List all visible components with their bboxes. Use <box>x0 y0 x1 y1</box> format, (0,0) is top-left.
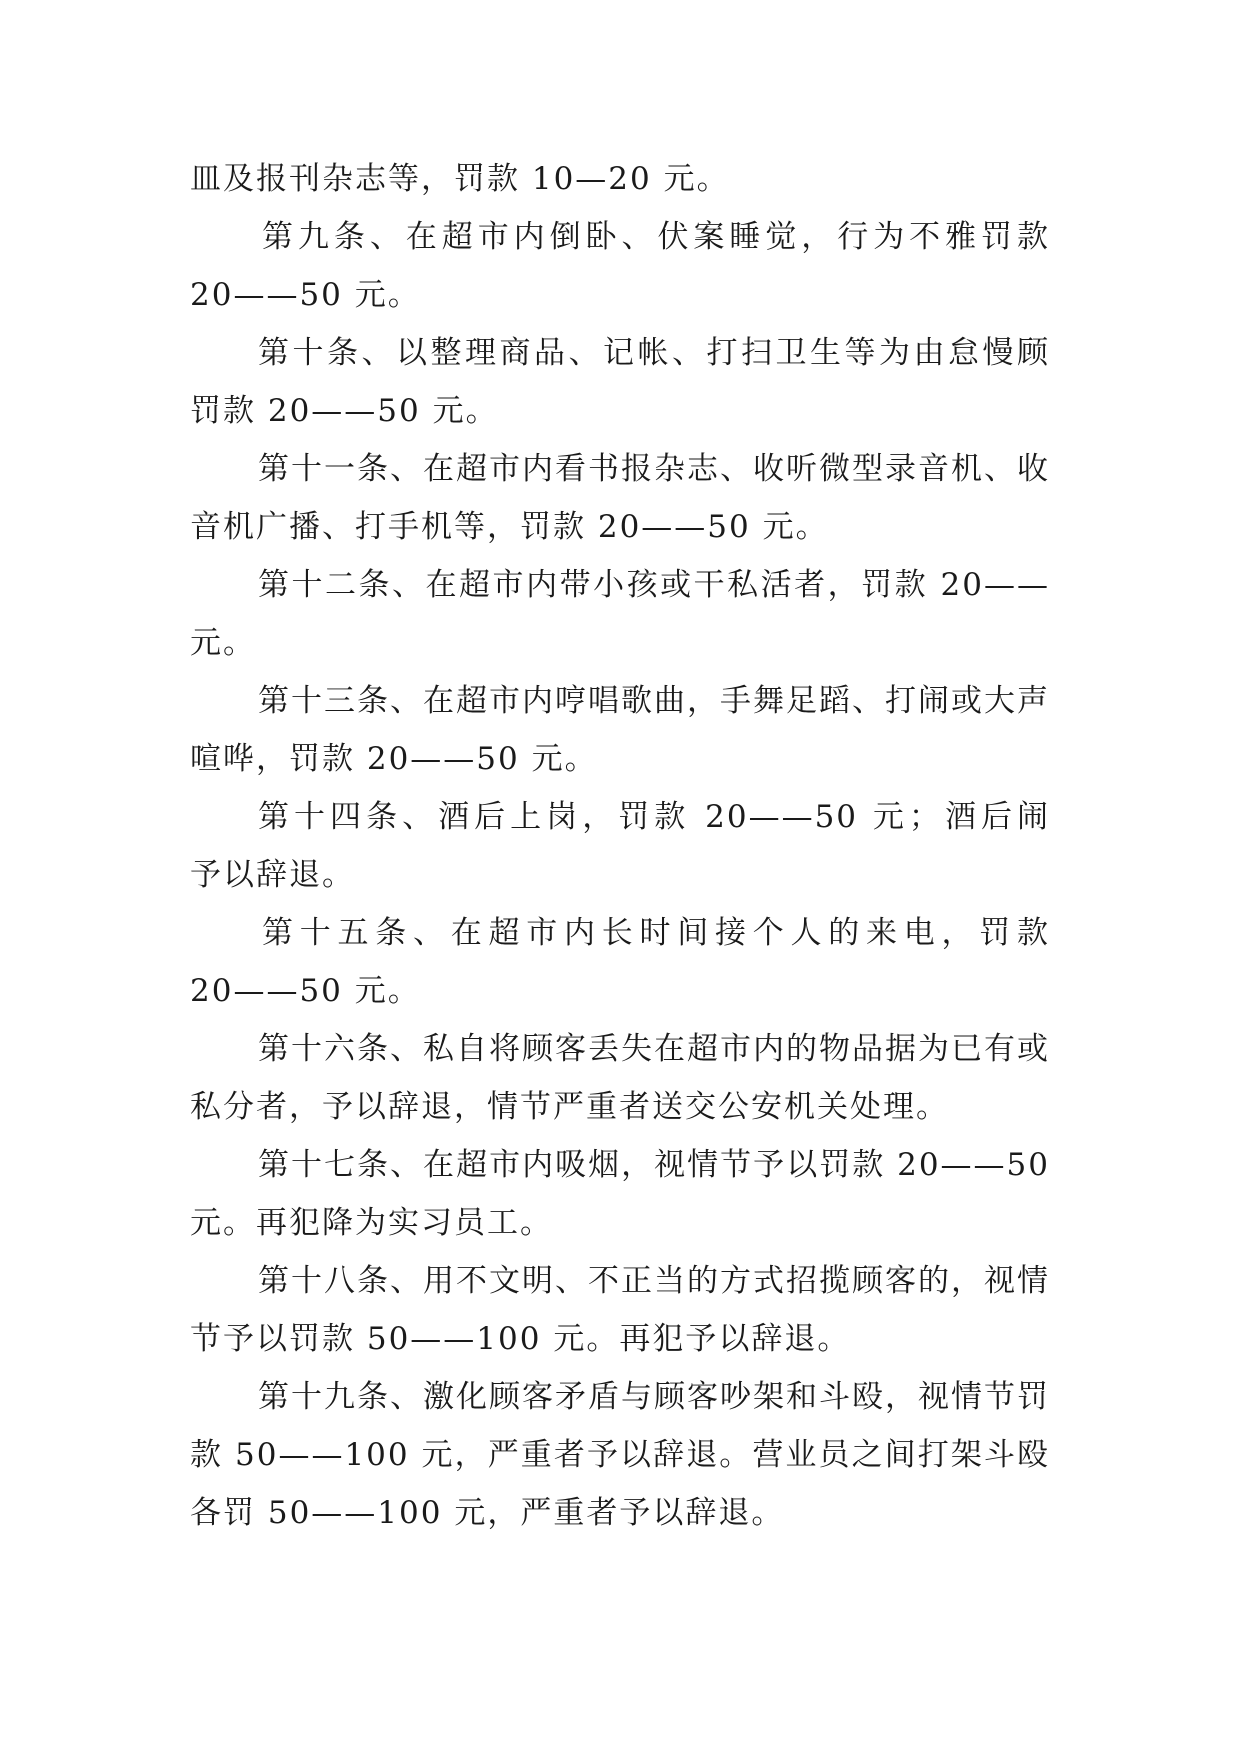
article-16-line-1: 第十六条、私自将顾客丢失在超市内的物品据为已有或 <box>258 1031 1050 1067</box>
article-11-line-1: 第十一条、在超市内看书报杂志、收听微型录音机、收 <box>258 451 1050 487</box>
article-13-line-2: 喧哗，罚款 20——50 元。 <box>190 741 598 777</box>
article-14-line-1: 第十四条、酒后上岗，罚款 20——50 元；酒后闹 <box>258 799 1050 835</box>
article-16-line-2: 私分者，予以辞退，情节严重者送交公安机关处理。 <box>190 1089 949 1125</box>
article-19-line-2: 款 50——100 元，严重者予以辞退。营业员之间打架斗殴 <box>190 1437 1050 1473</box>
article-17-line-2: 元。再犯降为实习员工。 <box>190 1205 553 1241</box>
article-9-line-1: 第九条、在超市内倒卧、伏案睡觉，行为不雅罚款 <box>262 219 1050 255</box>
article-19-line-1: 第十九条、激化顾客矛盾与顾客吵架和斗殴，视情节罚 <box>258 1379 1050 1415</box>
article-18-line-2: 节予以罚款 50——100 元。再犯予以辞退。 <box>190 1321 851 1357</box>
article-15-line-2: 20——50 元。 <box>190 973 421 1009</box>
article-14-line-2: 予以辞退。 <box>190 857 355 893</box>
article-10-line-1: 第十条、以整理商品、记帐、打扫卫生等为由怠慢顾 <box>258 335 1050 371</box>
article-9-line-2: 20——50 元。 <box>190 277 421 313</box>
article-10-line-2: 罚款 20——50 元。 <box>190 393 499 429</box>
article-12-line-2: 元。 <box>190 625 256 661</box>
article-12-line-1: 第十二条、在超市内带小孩或干私活者，罚款 20—— <box>258 567 1050 603</box>
article-13-line-1: 第十三条、在超市内哼唱歌曲，手舞足蹈、打闹或大声 <box>258 683 1050 719</box>
article-15-line-1: 第十五条、在超市内长时间接个人的来电，罚款 <box>262 915 1050 951</box>
document-page <box>190 150 1050 1542</box>
article-11-line-2: 音机广播、打手机等，罚款 20——50 元。 <box>190 509 829 545</box>
text-line: 皿及报刊杂志等，罚款 10—20 元。 <box>190 161 730 197</box>
article-18-line-1: 第十八条、用不文明、不正当的方式招揽顾客的，视情 <box>258 1263 1050 1299</box>
article-17-line-1: 第十七条、在超市内吸烟，视情节予以罚款 20——50 <box>258 1147 1050 1183</box>
article-19-line-3: 各罚 50——100 元，严重者予以辞退。 <box>190 1495 785 1531</box>
